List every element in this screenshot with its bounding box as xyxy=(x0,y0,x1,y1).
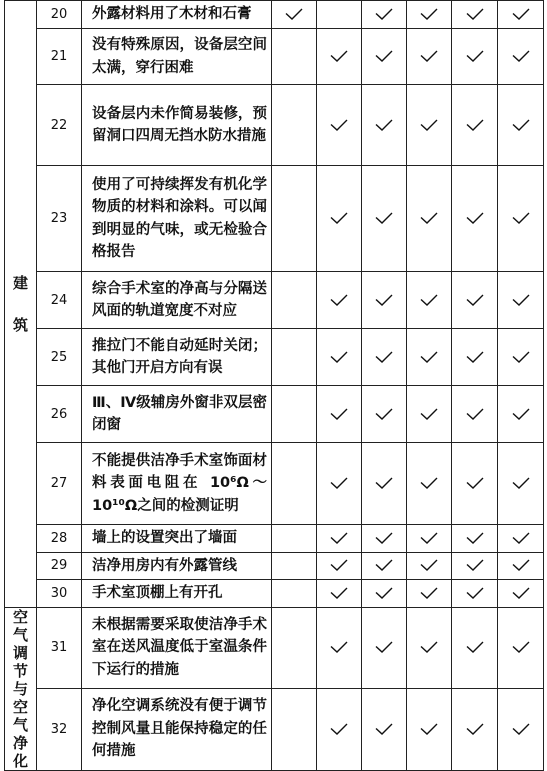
check-cell xyxy=(317,166,362,272)
check-cell xyxy=(317,85,362,166)
check-cell xyxy=(362,580,407,608)
checkmark-icon xyxy=(375,587,393,599)
check-cell xyxy=(362,329,407,386)
checkmark-icon xyxy=(512,587,530,599)
check-cell xyxy=(317,443,362,525)
check-cell xyxy=(362,1,407,29)
table-row xyxy=(5,580,544,608)
checkmark-icon xyxy=(330,559,348,571)
checkmark-icon xyxy=(285,8,303,20)
check-cell xyxy=(272,525,317,553)
table-row xyxy=(5,443,544,525)
check-cell xyxy=(272,329,317,386)
checkmark-icon xyxy=(375,641,393,653)
checkmark-icon xyxy=(420,351,438,363)
checkmark-icon xyxy=(512,8,530,20)
check-cell xyxy=(407,1,452,29)
checkmark-icon xyxy=(512,119,530,131)
item-number: 30 xyxy=(37,580,82,608)
checkmark-icon xyxy=(330,351,348,363)
checkmark-icon xyxy=(375,212,393,224)
checkmark-icon xyxy=(512,408,530,420)
check-cell xyxy=(452,329,498,386)
check-cell xyxy=(407,329,452,386)
check-cell xyxy=(452,607,498,688)
item-number: 31 xyxy=(37,607,82,688)
check-cell xyxy=(407,607,452,688)
check-cell xyxy=(317,552,362,580)
check-cell xyxy=(452,443,498,525)
checkmark-icon xyxy=(466,351,484,363)
checkmark-icon xyxy=(420,723,438,735)
table-row xyxy=(5,607,544,688)
checkmark-icon xyxy=(512,723,530,735)
checkmark-icon xyxy=(512,351,530,363)
check-cell xyxy=(272,607,317,688)
check-cell xyxy=(362,525,407,553)
item-description: 外露材料用了木材和石膏 xyxy=(82,1,272,29)
checkmark-icon xyxy=(420,641,438,653)
checkmark-icon xyxy=(330,477,348,489)
table-row xyxy=(5,1,544,29)
check-cell xyxy=(362,85,407,166)
check-cell xyxy=(362,688,407,770)
checkmark-icon xyxy=(512,294,530,306)
checkmark-icon xyxy=(420,559,438,571)
check-cell xyxy=(272,29,317,85)
category-label: 建 筑 xyxy=(12,273,28,334)
check-cell xyxy=(498,607,544,688)
check-cell xyxy=(498,525,544,553)
check-cell xyxy=(317,329,362,386)
table-row xyxy=(5,688,544,770)
item-description: 使用了可持续挥发有机化学物质的材料和涂料。可以闻到明显的气味，或无检验合格报告 xyxy=(82,166,272,272)
check-cell xyxy=(272,552,317,580)
check-cell xyxy=(407,443,452,525)
checkmark-icon xyxy=(375,294,393,306)
item-number: 22 xyxy=(37,85,82,166)
table-row xyxy=(5,552,544,580)
checkmark-icon xyxy=(466,119,484,131)
item-description: 手术室顶棚上有开孔 xyxy=(82,580,272,608)
checkmark-icon xyxy=(420,294,438,306)
table-row xyxy=(5,85,544,166)
checkmark-icon xyxy=(420,8,438,20)
check-cell xyxy=(407,29,452,85)
item-number: 24 xyxy=(37,272,82,329)
table-row xyxy=(5,386,544,443)
item-number: 25 xyxy=(37,329,82,386)
table-row xyxy=(5,329,544,386)
check-cell xyxy=(407,552,452,580)
check-cell xyxy=(362,443,407,525)
checkmark-icon xyxy=(466,212,484,224)
check-cell xyxy=(362,272,407,329)
check-cell xyxy=(498,329,544,386)
check-cell xyxy=(498,272,544,329)
checkmark-icon xyxy=(466,294,484,306)
category-label: 空气调节与空气净化 xyxy=(12,607,28,770)
acceptance-checklist-table xyxy=(4,0,544,771)
check-cell xyxy=(498,688,544,770)
item-number: 20 xyxy=(37,1,82,29)
checkmark-icon xyxy=(330,50,348,62)
check-cell xyxy=(362,386,407,443)
checkmark-icon xyxy=(330,212,348,224)
item-description: Ⅲ、Ⅳ级辅房外窗非双层密闭窗 xyxy=(82,386,272,443)
check-cell xyxy=(452,688,498,770)
item-description: 净化空调系统没有便于调节控制风量且能保持稳定的任何措施 xyxy=(82,688,272,770)
check-cell xyxy=(407,688,452,770)
category-cell xyxy=(5,1,37,608)
check-cell xyxy=(452,166,498,272)
check-cell xyxy=(317,386,362,443)
check-cell xyxy=(272,272,317,329)
item-description: 推拉门不能自动延时关闭；其他门开启方向有误 xyxy=(82,329,272,386)
check-cell xyxy=(407,272,452,329)
table-row xyxy=(5,29,544,85)
checkmark-icon xyxy=(420,532,438,544)
check-cell xyxy=(498,386,544,443)
checkmark-icon xyxy=(330,641,348,653)
table-body xyxy=(5,1,544,771)
category-cell xyxy=(5,607,37,770)
checkmark-icon xyxy=(330,587,348,599)
checkmark-icon xyxy=(375,477,393,489)
check-cell xyxy=(498,580,544,608)
check-cell xyxy=(452,525,498,553)
checkmark-icon xyxy=(375,351,393,363)
checkmark-icon xyxy=(512,641,530,653)
check-cell xyxy=(272,386,317,443)
check-cell xyxy=(407,166,452,272)
check-cell xyxy=(452,85,498,166)
checkmark-icon xyxy=(330,723,348,735)
item-description: 墙上的设置突出了墙面 xyxy=(82,525,272,553)
checkmark-icon xyxy=(375,723,393,735)
check-cell xyxy=(452,29,498,85)
checkmark-icon xyxy=(375,50,393,62)
check-cell xyxy=(407,580,452,608)
table-row xyxy=(5,166,544,272)
check-cell xyxy=(498,85,544,166)
checkmark-icon xyxy=(375,532,393,544)
check-cell xyxy=(362,166,407,272)
checkmark-icon xyxy=(466,587,484,599)
item-description: 不能提供洁净手术室饰面材料表面电阻在 10⁶Ω～10¹⁰Ω之间的检测证明 xyxy=(82,443,272,525)
check-cell xyxy=(498,443,544,525)
checkmark-icon xyxy=(512,212,530,224)
checkmark-icon xyxy=(512,477,530,489)
item-number: 26 xyxy=(37,386,82,443)
checkmark-icon xyxy=(420,477,438,489)
item-number: 29 xyxy=(37,552,82,580)
checkmark-icon xyxy=(330,294,348,306)
check-cell xyxy=(498,1,544,29)
check-cell xyxy=(362,607,407,688)
check-cell xyxy=(317,525,362,553)
item-number: 28 xyxy=(37,525,82,553)
check-cell xyxy=(407,386,452,443)
checkmark-icon xyxy=(375,408,393,420)
check-cell xyxy=(452,552,498,580)
checkmark-icon xyxy=(466,50,484,62)
check-cell xyxy=(272,443,317,525)
checkmark-icon xyxy=(512,50,530,62)
check-cell xyxy=(317,580,362,608)
item-number: 32 xyxy=(37,688,82,770)
check-cell xyxy=(317,688,362,770)
checkmark-icon xyxy=(466,408,484,420)
check-cell xyxy=(317,607,362,688)
checkmark-icon xyxy=(330,408,348,420)
check-cell xyxy=(498,29,544,85)
check-cell xyxy=(407,525,452,553)
check-cell xyxy=(362,552,407,580)
checkmark-icon xyxy=(375,119,393,131)
table-row xyxy=(5,272,544,329)
checkmark-icon xyxy=(375,559,393,571)
checkmark-icon xyxy=(512,532,530,544)
checkmark-icon xyxy=(420,587,438,599)
item-description: 洁净用房内有外露管线 xyxy=(82,552,272,580)
check-cell xyxy=(452,580,498,608)
item-number: 21 xyxy=(37,29,82,85)
checkmark-icon xyxy=(330,119,348,131)
checkmark-icon xyxy=(375,8,393,20)
checkmark-icon xyxy=(466,477,484,489)
check-cell xyxy=(272,166,317,272)
checkmark-icon xyxy=(420,212,438,224)
check-cell xyxy=(317,1,362,29)
checkmark-icon xyxy=(466,641,484,653)
check-cell xyxy=(498,552,544,580)
check-cell xyxy=(317,29,362,85)
item-description: 没有特殊原因，设备层空间太满，穿行困难 xyxy=(82,29,272,85)
checkmark-icon xyxy=(466,532,484,544)
checkmark-icon xyxy=(420,50,438,62)
check-cell xyxy=(272,85,317,166)
check-cell xyxy=(498,166,544,272)
check-cell xyxy=(362,29,407,85)
check-cell xyxy=(317,272,362,329)
check-cell xyxy=(407,85,452,166)
checkmark-icon xyxy=(466,559,484,571)
check-cell xyxy=(452,386,498,443)
check-cell xyxy=(452,272,498,329)
checkmark-icon xyxy=(512,559,530,571)
item-description: 设备层内未作简易装修，预留洞口四周无挡水防水措施 xyxy=(82,85,272,166)
checkmark-icon xyxy=(466,8,484,20)
table-row xyxy=(5,525,544,553)
checkmark-icon xyxy=(466,723,484,735)
checkmark-icon xyxy=(330,532,348,544)
item-number: 27 xyxy=(37,443,82,525)
check-cell xyxy=(272,688,317,770)
checkmark-icon xyxy=(420,408,438,420)
check-cell xyxy=(452,1,498,29)
check-cell xyxy=(272,580,317,608)
item-description: 未根据需要采取使洁净手术室在送风温度低于室温条件下运行的措施 xyxy=(82,607,272,688)
item-number: 23 xyxy=(37,166,82,272)
item-description: 综合手术室的净高与分隔送风面的轨道宽度不对应 xyxy=(82,272,272,329)
checkmark-icon xyxy=(420,119,438,131)
check-cell xyxy=(272,1,317,29)
